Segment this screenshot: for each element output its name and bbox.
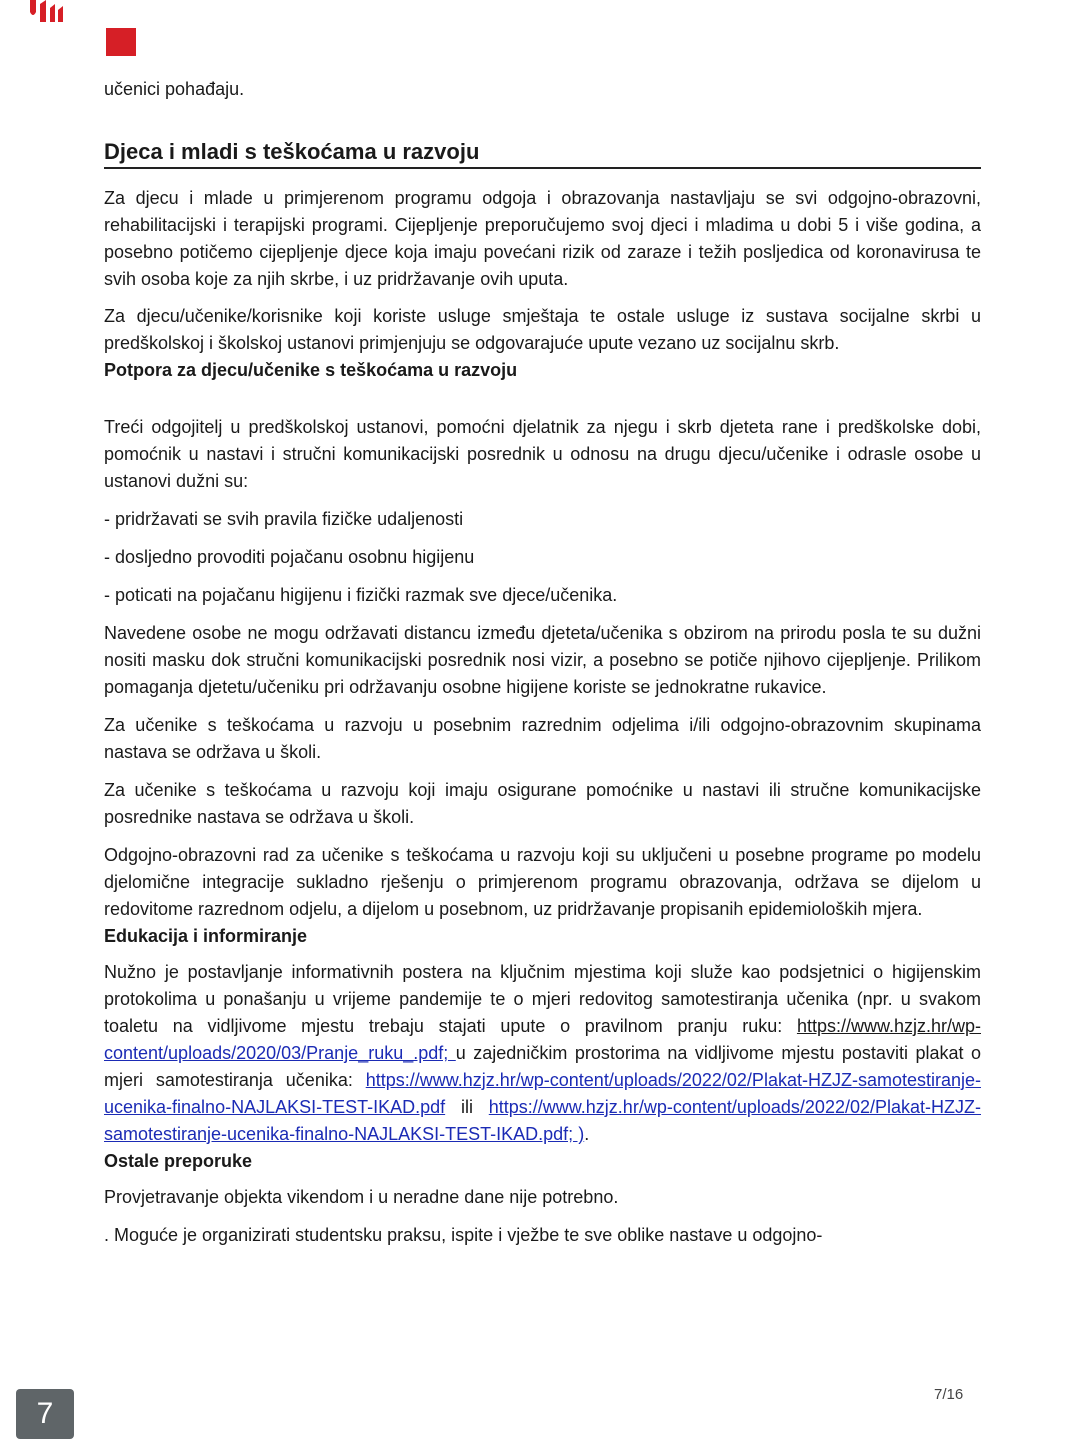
other-paragraph: . Moguće je organizirati studentsku praksu, ispite i vježbe te sve oblike nastave u odgojno- (104, 1225, 823, 1245)
poster-link[interactable]: https://www.hzjz.hr/wp-content/uploads/2022/02/Plakat-HZJZ-samotestiranje-ucenika-finalno-NAJLAKSI-TEST-IKAD.pdf (104, 1070, 981, 1117)
support-paragraph: Treći odgojitelj u predškolskoj ustanovi, pomoćni djelatnik za njegu i skrb djeteta rane i predškolske dobi, pomoćnik u nastavi i stručni komunikacijski posrednik u odnosu na drugu djecu/učenike i odrasle osobe u ustanovi dužni su: (104, 417, 981, 491)
support-paragraph: Odgojno-obrazovni rad za učenike s teškoćama u razvoju koji su uključeni u posebne programe po modelu djelomične integracije sukladno rješenju o primjerenom programu obrazovanja, održava se dijelom u redovitome razrednom odjelu, a dijelom u posebnom, uz pridržavanje propisanih epidemioloških mjera. (104, 845, 981, 919)
support-paragraph: Navedene osobe ne mogu održavati distancu između djeteta/učenika s obzirom na prirodu posla te su dužni nositi masku dok stručni komunikacijski posrednik nosi vizir, a posebno se potiče njihovo cijepljenje. Prilikom pomaganja djetetu/učeniku pri održavanju osobne higijene koriste se jednokratne rukavice. (104, 623, 981, 697)
handwashing-link-start[interactable]: https://www.hzjz.hr/wp- (796, 1016, 981, 1036)
handwashing-link[interactable]: content/uploads/2020/03/Pranje_ruku_.pdf; (104, 1043, 456, 1063)
page-badge[interactable]: 7 (16, 1389, 74, 1439)
section-paragraph: Za djecu i mlade u primjerenom programu odgoja i obrazovanja nastavljaju se svi odgojno-obrazovni, rehabilitacijski i terapijski programi. Cijepljenje preporučujemo svoj djeci i mladima u dobi 5 i više godina, a posebno potičemo cijepljenje djece koja imaju povećani rizik od zaraze i težih posljedica od koronavirusa te svih osoba koje za njih skrbe, i uz pridržavanje ovih uputa. (104, 188, 981, 289)
brand-logo (0, 0, 70, 26)
edu-text: ili (445, 1097, 489, 1117)
section-title: Djeca i mladi s teškoćama u razvoju (104, 137, 981, 169)
bullet-item: - poticati na pojačanu higijenu i fizički razmak sve djece/učenika. (104, 585, 618, 605)
other-paragraph: Provjetravanje objekta vikendom i u neradne dane nije potrebno. (104, 1187, 619, 1207)
edu-heading: Edukacija i informiranje (104, 926, 308, 946)
section-paragraph: Za djecu/učenike/korisnike koji koriste usluge smještaja te ostale usluge iz sustava socijalne skrbi u predškolskoj i školskoj ustanovi primjenjuju se odgovarajuće upute vezano uz socijalnu skrb. (104, 306, 981, 353)
poster-link-alt[interactable]: https://www.hzjz.hr/wp-content/uploads/2022/02/Plakat-HZJZ-samotestiranje-ucenika-finalno-NAJLAKSI-TEST-IKAD.pdf; ) (104, 1097, 981, 1144)
bullet-item: - pridržavati se svih pravila fizičke udaljenosti (104, 509, 464, 529)
support-heading: Potpora za djecu/učenike s teškoćama u razvoju (104, 360, 518, 380)
edu-text: u zajedničkim prostorima na vidljivome mjestu postaviti plakat o mjeri samotestiranja učenika: (104, 1043, 981, 1090)
document-body (104, 76, 981, 1249)
intro-text: učenici pohađaju. (104, 79, 245, 99)
edu-paragraph (104, 959, 981, 1148)
bullet-item: - dosljedno provoditi pojačanu osobnu higijenu (104, 547, 475, 567)
edu-text: . (584, 1124, 590, 1144)
support-paragraph: Za učenike s teškoćama u razvoju u posebnim razrednim odjelima i/ili odgojno-obrazovnim skupinama nastava se održava u školi. (104, 715, 981, 762)
page-number: 7/16 (934, 1386, 964, 1403)
edu-text: Nužno je postavljanje informativnih postera na ključnim mjestima koji služe kao podsjetnici o higijenskim protokolima u ponašanju u vrijeme pandemije te o mjeri redovitog samotestiranja učenika (npr. u svakom toaletu na vidljivome mjestu trebaju stajati upute o pravilnom pranju ruku: (104, 962, 981, 1036)
brand-square (106, 28, 136, 56)
other-heading: Ostale preporuke (104, 1151, 253, 1171)
support-paragraph: Za učenike s teškoćama u razvoju koji imaju osigurane pomoćnike u nastavi ili stručne komunikacijske posrednike nastava se održava u školi. (104, 780, 981, 827)
